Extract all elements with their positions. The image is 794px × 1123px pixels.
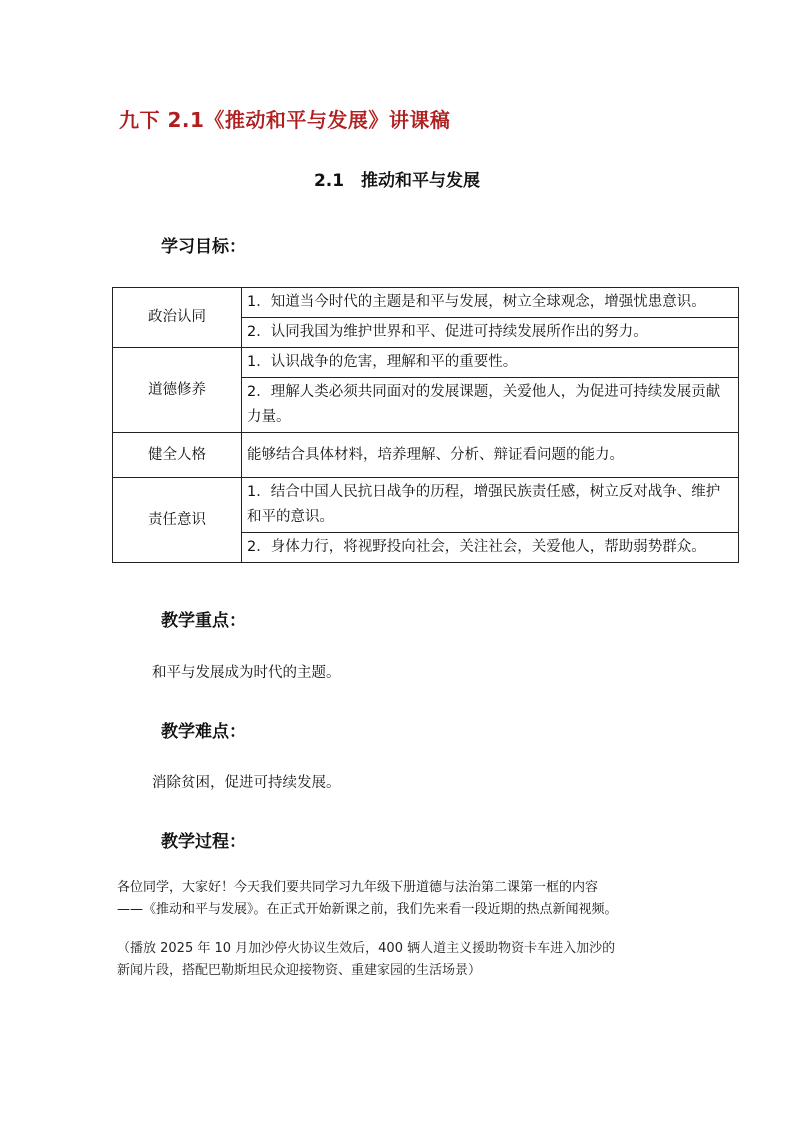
difficulty-text: 消除贫困，促进可持续发展。 bbox=[152, 775, 341, 791]
intro-line: ——《推动和平与发展》。在正式开始新课之前，我们先来看一段近期的热点新闻视频。 bbox=[117, 902, 618, 917]
document-title: 九下 2.1《推动和平与发展》讲课稿 bbox=[119, 108, 451, 132]
objective-cell: 能够结合具体材料，培养理解、分析、辩证看问题的能力。 bbox=[242, 433, 739, 478]
process-label: 教学过程： bbox=[161, 832, 246, 852]
objectives-table bbox=[112, 287, 739, 563]
objective-cell: 1．认识战争的危害，理解和平的重要性。 bbox=[242, 348, 739, 378]
difficulty-label: 教学难点： bbox=[161, 722, 246, 742]
objective-cell: 1．结合中国人民抗日战争的历程，增强民族责任感，树立反对战争、维护和平的意识。 bbox=[242, 478, 739, 533]
lesson-heading: 2.1 推动和平与发展 bbox=[313, 171, 481, 191]
objective-cell: 2．认同我国为维护世界和平、促进可持续发展所作出的努力。 bbox=[242, 318, 739, 348]
table-row bbox=[113, 478, 739, 533]
intro-line: 各位同学，大家好！今天我们要共同学习九年级下册道德与法治第二课第一框的内容 bbox=[117, 880, 599, 895]
objectives-label: 学习目标： bbox=[161, 237, 246, 257]
category-cell: 健全人格 bbox=[113, 433, 242, 478]
video-note bbox=[117, 938, 615, 982]
category-cell: 责任意识 bbox=[113, 478, 242, 563]
key-point-text: 和平与发展成为时代的主题。 bbox=[152, 665, 341, 681]
objective-cell: 1．知道当今时代的主题是和平与发展，树立全球观念，增强忧患意识。 bbox=[242, 288, 739, 318]
category-cell: 政治认同 bbox=[113, 288, 242, 348]
note-line: （播放 2025 年 10 月加沙停火协议生效后，400 辆人道主义援助物资卡车进入加沙的 bbox=[117, 941, 616, 956]
intro-paragraph bbox=[117, 877, 618, 921]
objective-cell: 2．身体力行，将视野投向社会，关注社会，关爱他人，帮助弱势群众。 bbox=[242, 533, 739, 563]
table-row bbox=[113, 433, 739, 478]
note-line: 新闻片段，搭配巴勒斯坦民众迎接物资、重建家园的生活场景） bbox=[117, 963, 482, 978]
table-row bbox=[113, 348, 739, 378]
table-row bbox=[113, 288, 739, 318]
key-point-label: 教学重点： bbox=[161, 611, 246, 631]
category-cell: 道德修养 bbox=[113, 348, 242, 433]
objective-cell: 2．理解人类必须共同面对的发展课题，关爱他人，为促进可持续发展贡献力量。 bbox=[242, 378, 739, 433]
